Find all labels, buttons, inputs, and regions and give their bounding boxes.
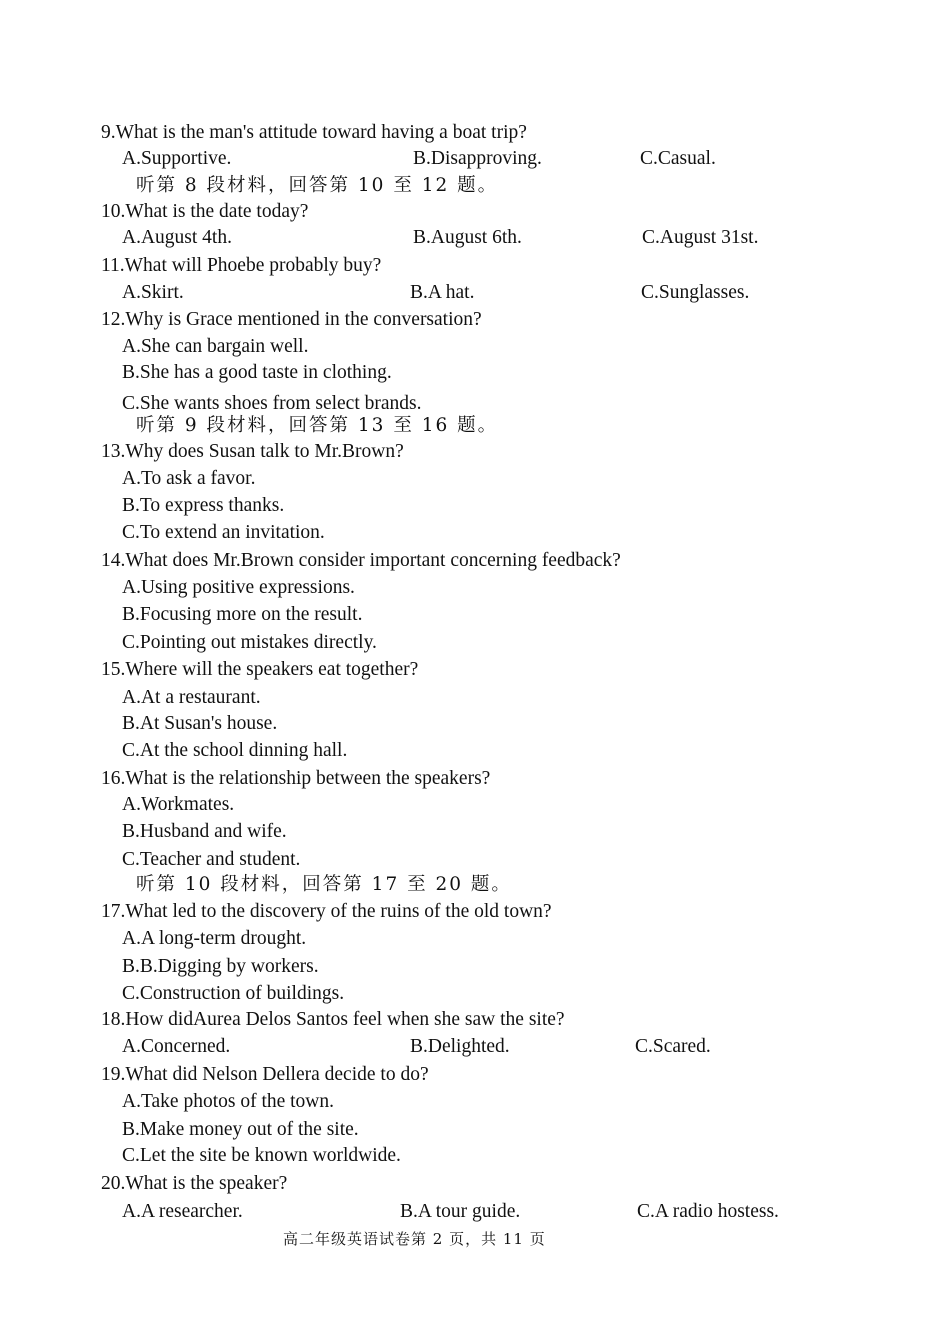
q16-option-b: B.Husband and wife. <box>122 821 287 842</box>
q13-option-a: A.To ask a favor. <box>122 468 256 489</box>
q20-option-b: B.A tour guide. <box>400 1201 521 1222</box>
q17-option-b: B.B.Digging by workers. <box>122 956 319 977</box>
q12-option-a: A.She can bargain well. <box>122 336 309 357</box>
section-8-instruction: 听第 8 段材料，回答第 10 至 12 题。 <box>136 175 499 196</box>
question-19: 19.What did Nelson Dellera decide to do? <box>101 1064 429 1085</box>
q9-option-a: A.Supportive. <box>122 148 232 169</box>
q16-option-c: C.Teacher and student. <box>122 849 301 870</box>
q12-option-b: B.She has a good taste in clothing. <box>122 362 392 383</box>
q20-option-c: C.A radio hostess. <box>637 1201 779 1222</box>
q14-option-c: C.Pointing out mistakes directly. <box>122 632 377 653</box>
q15-option-a: A.At a restaurant. <box>122 687 261 708</box>
q19-option-b: B.Make money out of the site. <box>122 1119 359 1140</box>
q19-option-c: C.Let the site be known worldwide. <box>122 1145 401 1166</box>
q11-option-c: C.Sunglasses. <box>641 282 750 303</box>
page-footer: 高二年级英语试卷第 2 页，共 11 页 <box>283 1230 546 1248</box>
q15-option-b: B.At Susan's house. <box>122 713 278 734</box>
q12-option-c: C.She wants shoes from select brands. <box>122 393 422 414</box>
q11-option-a: A.Skirt. <box>122 282 184 303</box>
q11-option-b: B.A hat. <box>410 282 475 303</box>
question-17: 17.What led to the discovery of the ruins of the old town? <box>101 901 552 922</box>
q17-option-c: C.Construction of buildings. <box>122 983 345 1004</box>
q16-option-a: A.Workmates. <box>122 794 235 815</box>
question-12: 12.Why is Grace mentioned in the conversation? <box>101 309 482 330</box>
q18-option-c: C.Scared. <box>635 1036 711 1057</box>
q10-option-b: B.August 6th. <box>413 227 522 248</box>
question-13: 13.Why does Susan talk to Mr.Brown? <box>101 441 404 462</box>
question-10: 10.What is the date today? <box>101 201 309 222</box>
q18-option-a: A.Concerned. <box>122 1036 231 1057</box>
q9-option-c: C.Casual. <box>640 148 716 169</box>
q9-option-b: B.Disapproving. <box>413 148 542 169</box>
q14-option-b: B.Focusing more on the result. <box>122 604 363 625</box>
section-10-instruction: 听第 10 段材料，回答第 17 至 20 题。 <box>136 874 512 895</box>
q18-option-b: B.Delighted. <box>410 1036 510 1057</box>
q17-option-a: A.A long-term drought. <box>122 928 307 949</box>
section-9-instruction: 听第 9 段材料，回答第 13 至 16 题。 <box>136 415 499 436</box>
q10-option-c: C.August 31st. <box>642 227 759 248</box>
q19-option-a: A.Take photos of the town. <box>122 1091 335 1112</box>
q13-option-b: B.To express thanks. <box>122 495 285 516</box>
question-16: 16.What is the relationship between the speakers? <box>101 768 491 789</box>
q10-option-a: A.August 4th. <box>122 227 232 248</box>
q15-option-c: C.At the school dinning hall. <box>122 740 348 761</box>
question-20: 20.What is the speaker? <box>101 1173 288 1194</box>
question-14: 14.What does Mr.Brown consider important concerning feedback? <box>101 550 621 571</box>
q20-option-a: A.A researcher. <box>122 1201 243 1222</box>
question-18: 18.How didAurea Delos Santos feel when she saw the site? <box>101 1009 565 1030</box>
question-9: 9.What is the man's attitude toward having a boat trip? <box>101 122 527 143</box>
q13-option-c: C.To extend an invitation. <box>122 522 325 543</box>
question-11: 11.What will Phoebe probably buy? <box>101 255 382 276</box>
q14-option-a: A.Using positive expressions. <box>122 577 355 598</box>
question-15: 15.Where will the speakers eat together? <box>101 659 419 680</box>
